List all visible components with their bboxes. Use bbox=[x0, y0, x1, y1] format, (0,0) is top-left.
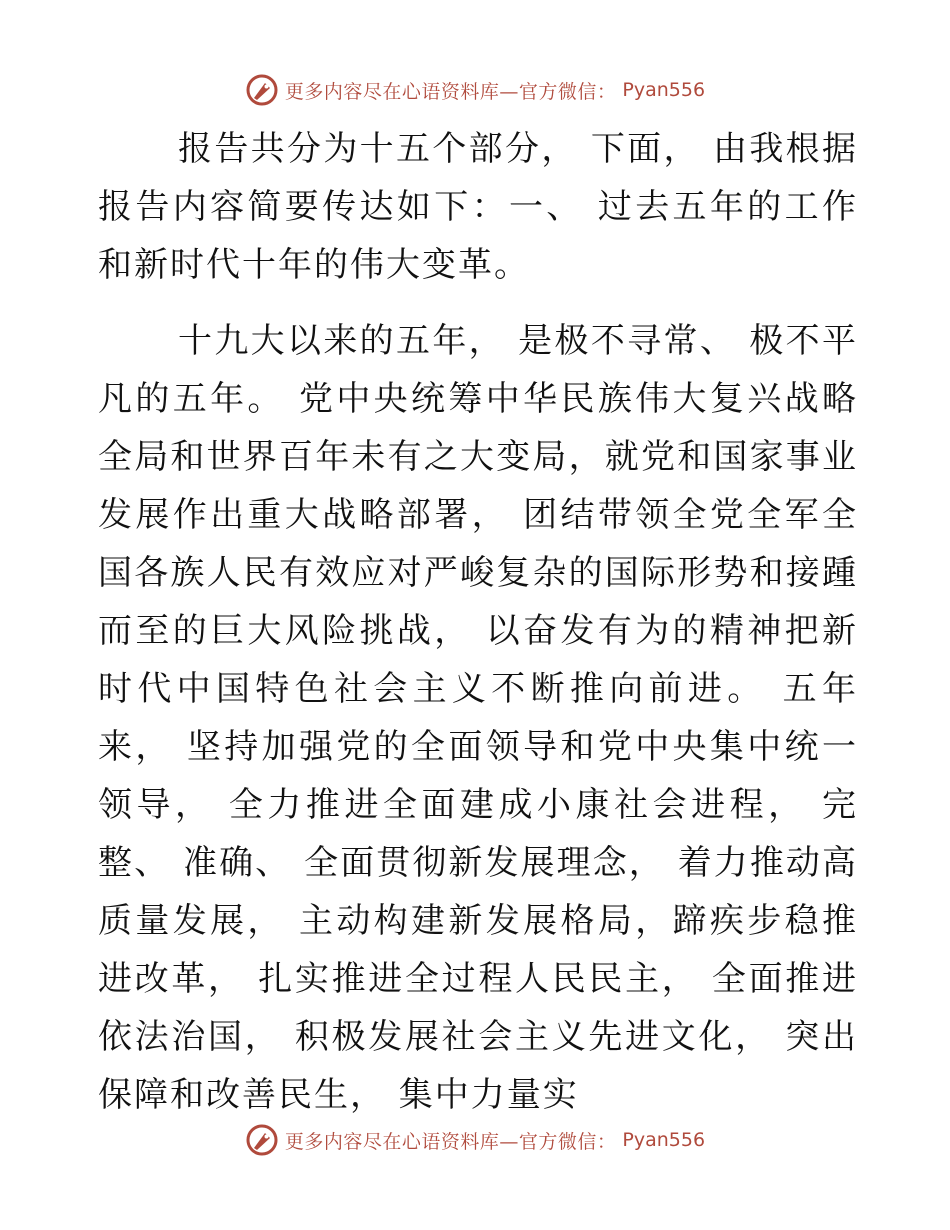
pen-nib-logo-icon bbox=[245, 1123, 279, 1157]
footer-watermark bbox=[0, 1120, 950, 1160]
watermark-wechat-id: Pyan556 bbox=[622, 79, 706, 101]
document-body bbox=[98, 120, 858, 1124]
paragraph-review: 十九大以来的五年， 是极不寻常、 极不平凡的五年。 党中央统筹中华民族伟大复兴战略全局和世界百年未有之大变局，就党和国家事业发展作出重大战略部署， 团结带领全党全军全国各族人民有效应对严峻复杂的国际形势和接踵而至的巨大风险挑战， 以奋发有为的精神把新时代中国特色社会主义不断推向前进。 五年来， 坚持加强党的全面领导和党中央集中统一领导， 全力推进全面建成小康社会进程， 完整、 准确、 全面贯彻新发展理念， 着力推动高质量发展， 主动构建新发展格局，蹄疾步稳推进改革， 扎实推进全过程人民民主， 全面推进依法治国， 积极发展社会主义先进文化， 突出保障和改善民生， 集中力量实 bbox=[98, 321, 858, 1115]
watermark-wechat-id: Pyan556 bbox=[622, 1129, 706, 1151]
watermark-text: 更多内容尽在心语资料库—官方微信： bbox=[284, 80, 617, 103]
watermark-text: 更多内容尽在心语资料库—官方微信： bbox=[284, 1130, 617, 1153]
pen-nib-logo-icon bbox=[245, 73, 279, 107]
header-watermark bbox=[0, 70, 950, 110]
paragraph-intro: 报告共分为十五个部分， 下面， 由我根据报告内容简要传达如下：一、 过去五年的工作和新时代十年的伟大变革。 bbox=[98, 129, 858, 285]
